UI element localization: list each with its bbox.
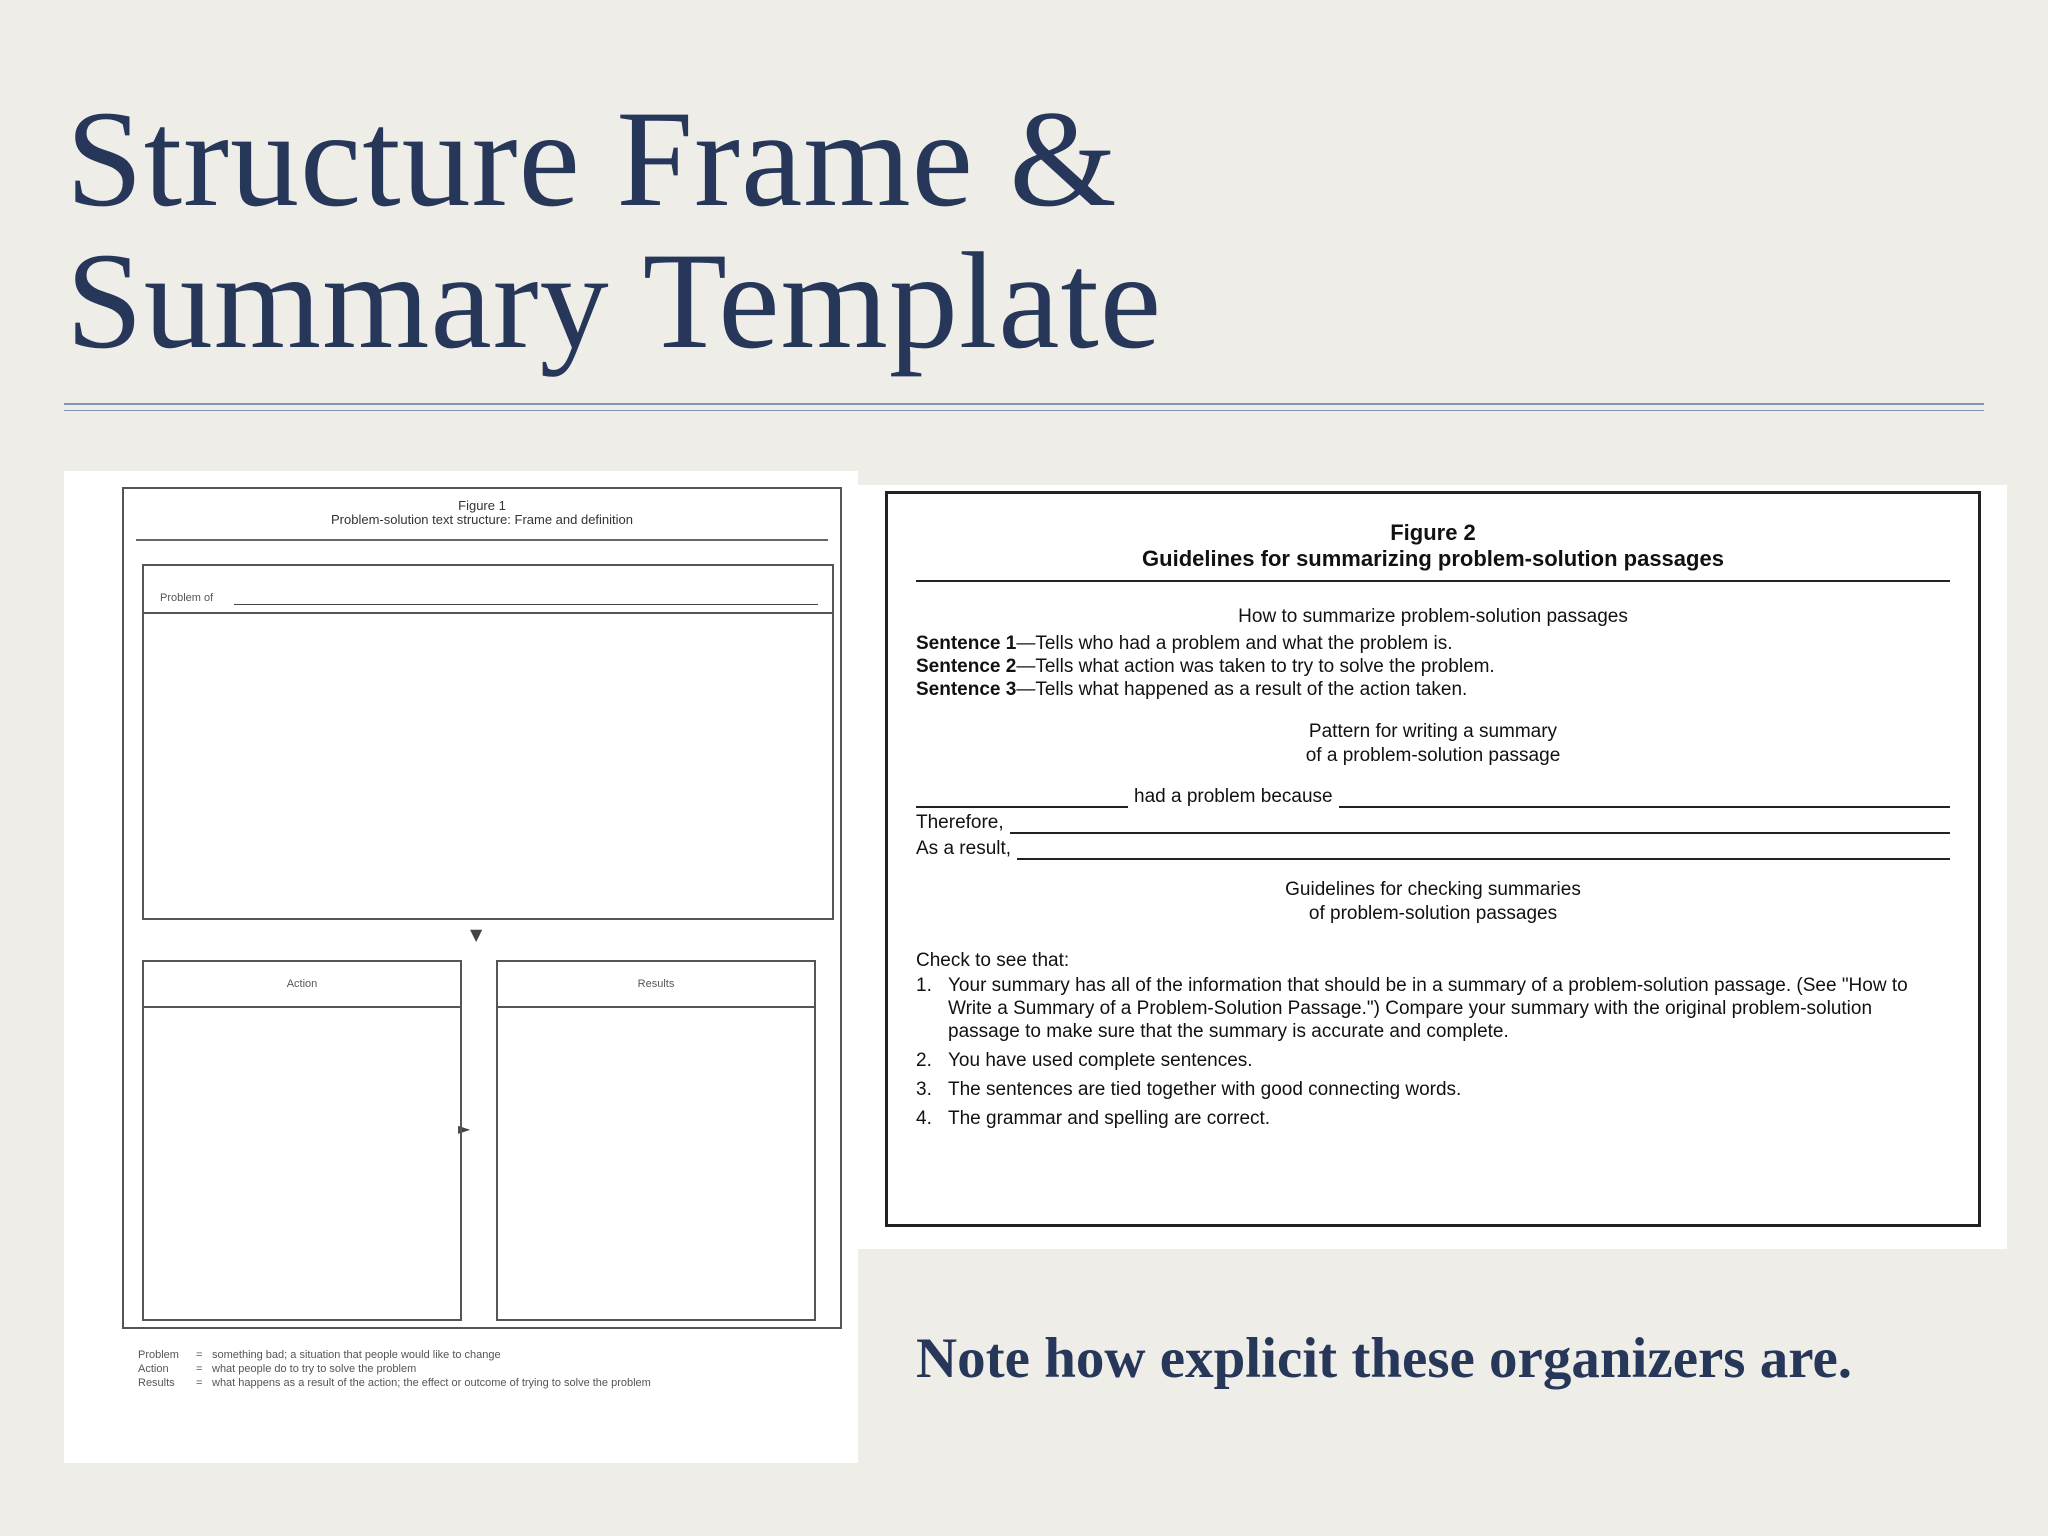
results-box (496, 960, 816, 1321)
title-divider-thin (64, 410, 1984, 411)
check-text: Your summary has all of the information that should be in a summary of a problem-solution passage. (See "How to Write a Summary of a Problem-Solution Passage.") Compare your summary with the original problem-solution passage to make sure that the summary is accurate and complete. (948, 975, 1908, 1042)
sentence-label: Sentence 1 (916, 633, 1017, 654)
check-list (916, 974, 1946, 1136)
pattern-blank (916, 788, 1128, 808)
check-text: The grammar and spelling are correct. (948, 1108, 1271, 1129)
definition-term: Action (138, 1363, 169, 1375)
pattern-result-text: As a result, (916, 838, 1012, 859)
how-heading: How to summarize problem-solution passages (1238, 606, 1628, 627)
figure-2-image (857, 485, 2007, 1249)
title-divider (64, 403, 1984, 405)
check-heading-line-1: Guidelines for checking summaries (1285, 879, 1581, 900)
figure-1-number: Figure 1 (458, 498, 506, 513)
sentence-item (916, 632, 1495, 655)
pattern-had-text: had a problem because (1134, 786, 1333, 807)
definition-row (138, 1362, 818, 1376)
figure-2-number: Figure 2 (1390, 520, 1476, 545)
check-heading-line-2: of problem-solution passages (1308, 903, 1558, 924)
problem-separator (144, 612, 832, 614)
list-item (916, 974, 1946, 1043)
action-separator (144, 1006, 460, 1008)
check-number: 4. (916, 1108, 932, 1129)
definition-eq: = (196, 1363, 203, 1375)
definition-row (138, 1348, 818, 1362)
problem-label: Problem of (160, 592, 214, 604)
pattern-blank (1010, 814, 1950, 834)
sentence-text: —Tells who had a problem and what the problem is. (1016, 633, 1453, 654)
pattern-heading-line-1: Pattern for writing a summary (1308, 721, 1558, 742)
action-label: Action (286, 978, 318, 990)
pattern-therefore-text: Therefore, (916, 812, 1004, 833)
definitions (138, 1348, 818, 1390)
figure-1-header-rule (136, 539, 828, 541)
figure-2-title: Guidelines for summarizing problem-solution passages (1142, 546, 1724, 571)
figure-1-image (64, 471, 858, 1463)
results-separator (498, 1006, 814, 1008)
problem-blank-line (234, 604, 818, 605)
sentence-label: Sentence 3 (916, 679, 1017, 700)
slide-note: Note how explicit these organizers are. (916, 1327, 1853, 1390)
check-intro: Check to see that: (916, 950, 1070, 971)
sentence-item (916, 655, 1495, 678)
check-number: 1. (916, 975, 932, 996)
check-text: You have used complete sentences. (948, 1050, 1253, 1071)
definition-eq: = (196, 1377, 203, 1389)
pattern-blank (1339, 788, 1950, 808)
figure-2-frame (885, 491, 1981, 1227)
sentence-list (916, 632, 1495, 701)
sentence-label: Sentence 2 (916, 656, 1017, 677)
title-line-1: Structure Frame & (66, 82, 1118, 235)
definition-desc: something bad; a situation that people would like to change (212, 1349, 501, 1361)
check-text: The sentences are tied together with good connecting words. (948, 1079, 1462, 1100)
definition-term: Problem (138, 1349, 179, 1361)
figure-1-caption: Problem-solution text structure: Frame and definition (330, 512, 634, 527)
check-number: 2. (916, 1050, 932, 1071)
pattern-heading (888, 720, 1978, 768)
definition-row (138, 1376, 818, 1390)
action-box (142, 960, 462, 1321)
definition-desc: what happens as a result of the action; the effect or outcome of trying to solve the problem (212, 1377, 651, 1389)
pattern-blank (1017, 840, 1950, 860)
arrow-down-icon: ▼ (470, 925, 483, 944)
check-number: 3. (916, 1079, 932, 1100)
results-label: Results (637, 978, 675, 990)
definition-desc: what people do to try to solve the problem (212, 1363, 417, 1375)
sentence-item (916, 678, 1495, 701)
definition-term: Results (138, 1377, 175, 1389)
slide-title (66, 82, 1366, 377)
figure-1-frame (122, 487, 842, 1329)
pattern-line-3 (916, 838, 1950, 860)
title-line-2: Summary Template (66, 224, 1163, 377)
figure-1-header (124, 499, 840, 527)
figure-2-header-rule (916, 580, 1950, 582)
list-item (916, 1078, 1946, 1101)
pattern-line-1 (916, 786, 1950, 808)
definition-eq: = (196, 1349, 203, 1361)
list-item (916, 1049, 1946, 1072)
sentence-text: —Tells what action was taken to try to solve the problem. (1016, 656, 1495, 677)
pattern-heading-line-2: of a problem-solution passage (1305, 745, 1561, 766)
check-heading (888, 878, 1978, 926)
arrow-right-icon: ► (458, 1119, 471, 1138)
problem-box (142, 564, 834, 920)
list-item (916, 1107, 1946, 1130)
pattern-line-2 (916, 812, 1950, 834)
sentence-text: —Tells what happened as a result of the action taken. (1016, 679, 1468, 700)
